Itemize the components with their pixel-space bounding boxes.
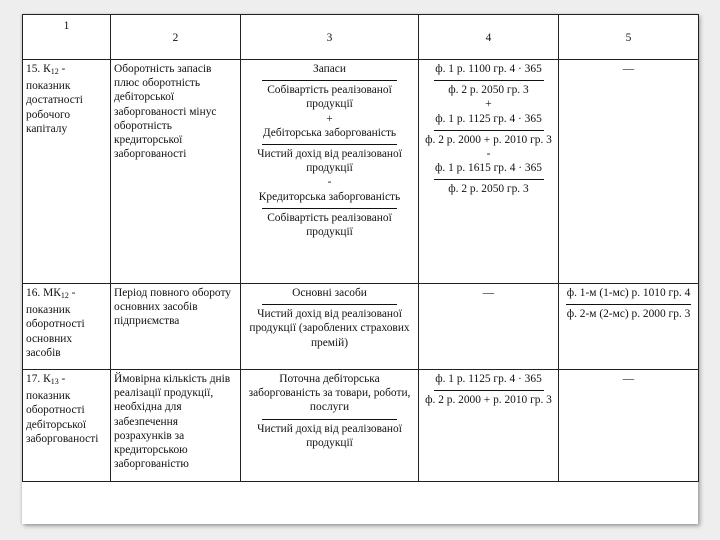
formula-denominator: Чистий дохід від реалізованої продукції (зароблених страхових премій) xyxy=(249,308,410,349)
formula-denominator: Чистий дохід від реалізованої продукції xyxy=(257,148,402,175)
table-row xyxy=(23,60,699,284)
report-reference: — xyxy=(419,284,559,370)
ref-denominator: ф. 2-м (2-мс) р. 2000 гр. 3 xyxy=(566,308,691,321)
formula-numerator: Основні засоби xyxy=(292,287,367,299)
fraction-bar xyxy=(262,144,397,145)
formula-denominator: Собівартість реалізованої продукції xyxy=(267,84,392,111)
indicator-formula xyxy=(241,60,419,284)
table-row xyxy=(23,370,699,482)
report-reference xyxy=(419,370,559,482)
small-business-reference: — xyxy=(559,60,699,284)
fraction-bar xyxy=(566,304,691,305)
header-row xyxy=(23,15,699,60)
fraction-bar xyxy=(262,208,397,209)
formula-denominator: Собівартість реалізованої продукції xyxy=(267,211,392,239)
formula-operator: + xyxy=(326,112,333,125)
formula-numerator: Кредиторська заборгованість xyxy=(258,190,401,203)
ref-denominator: ф. 2 р. 2000 + р. 2010 гр. 3 xyxy=(425,133,552,146)
header-col-3: 3 xyxy=(241,15,419,60)
header-col-5: 5 xyxy=(559,15,699,60)
fraction-bar xyxy=(434,80,544,81)
ref-denominator: ф. 2 р. 2000 + р. 2010 гр. 3 xyxy=(425,394,552,407)
indicator-formula xyxy=(241,370,419,482)
fraction-bar xyxy=(434,130,544,131)
document-page xyxy=(22,14,698,524)
formula-denominator: Чистий дохід від реалізованої продукції xyxy=(257,422,402,449)
fraction-bar xyxy=(434,179,544,180)
ref-denominator: ф. 2 р. 2050 гр. 3 xyxy=(448,84,529,97)
ref-numerator: ф. 1-м (1-мс) р. 1010 гр. 4 xyxy=(566,287,691,299)
header-col-4: 4 xyxy=(419,15,559,60)
ref-numerator: ф. 1 р. 1125 гр. 4 · 365 xyxy=(435,112,542,125)
header-col-2: 2 xyxy=(111,15,241,60)
ref-numerator: ф. 1 р. 1615 гр. 4 · 365 xyxy=(435,162,542,175)
formula-numerator: Поточна дебіторська заборгованість за товари, роботи, послуги xyxy=(248,373,411,414)
fraction-bar xyxy=(262,80,397,81)
formula-numerator: Запаси xyxy=(313,63,346,75)
indicator-definition: Оборотність запасів плюс оборотність дебіторської заборгованості мінус оборотність кредиторської заборгованості xyxy=(111,60,241,284)
ref-operator: + xyxy=(485,98,492,111)
indicator-definition: Ймовірна кількість днів реалізації продукції, необхідна для забезпечення розрахунків за кредиторською заборгованістю xyxy=(111,370,241,482)
indicator-name: 16. $МК_{12}$ - показник оборотності основних засобів xyxy=(23,284,111,370)
header-col-1: 1 xyxy=(23,15,111,60)
formula-operator: - xyxy=(327,176,332,189)
fraction-bar xyxy=(262,304,397,305)
indicators-table xyxy=(22,14,699,482)
table-row xyxy=(23,284,699,370)
ref-operator: - xyxy=(486,148,491,161)
fraction-bar xyxy=(262,419,397,420)
indicator-name: 15. $К_{12}$ - показник достатності робочого капіталу xyxy=(23,60,111,284)
formula-numerator: Дебіторська заборгованість xyxy=(262,126,397,139)
ref-denominator: ф. 2 р. 2050 гр. 3 xyxy=(448,183,529,196)
ref-numerator: ф. 1 р. 1125 гр. 4 · 365 xyxy=(435,373,542,385)
fraction-bar xyxy=(434,390,544,391)
report-reference xyxy=(419,60,559,284)
indicator-definition: Період повного обороту основних засобів підприємства xyxy=(111,284,241,370)
indicator-name: 17. $К_{13}$ - показник оборотності дебіторської заборгованості xyxy=(23,370,111,482)
ref-numerator: ф. 1 р. 1100 гр. 4 · 365 xyxy=(435,63,542,75)
small-business-reference xyxy=(559,284,699,370)
indicator-formula xyxy=(241,284,419,370)
small-business-reference: — xyxy=(559,370,699,482)
